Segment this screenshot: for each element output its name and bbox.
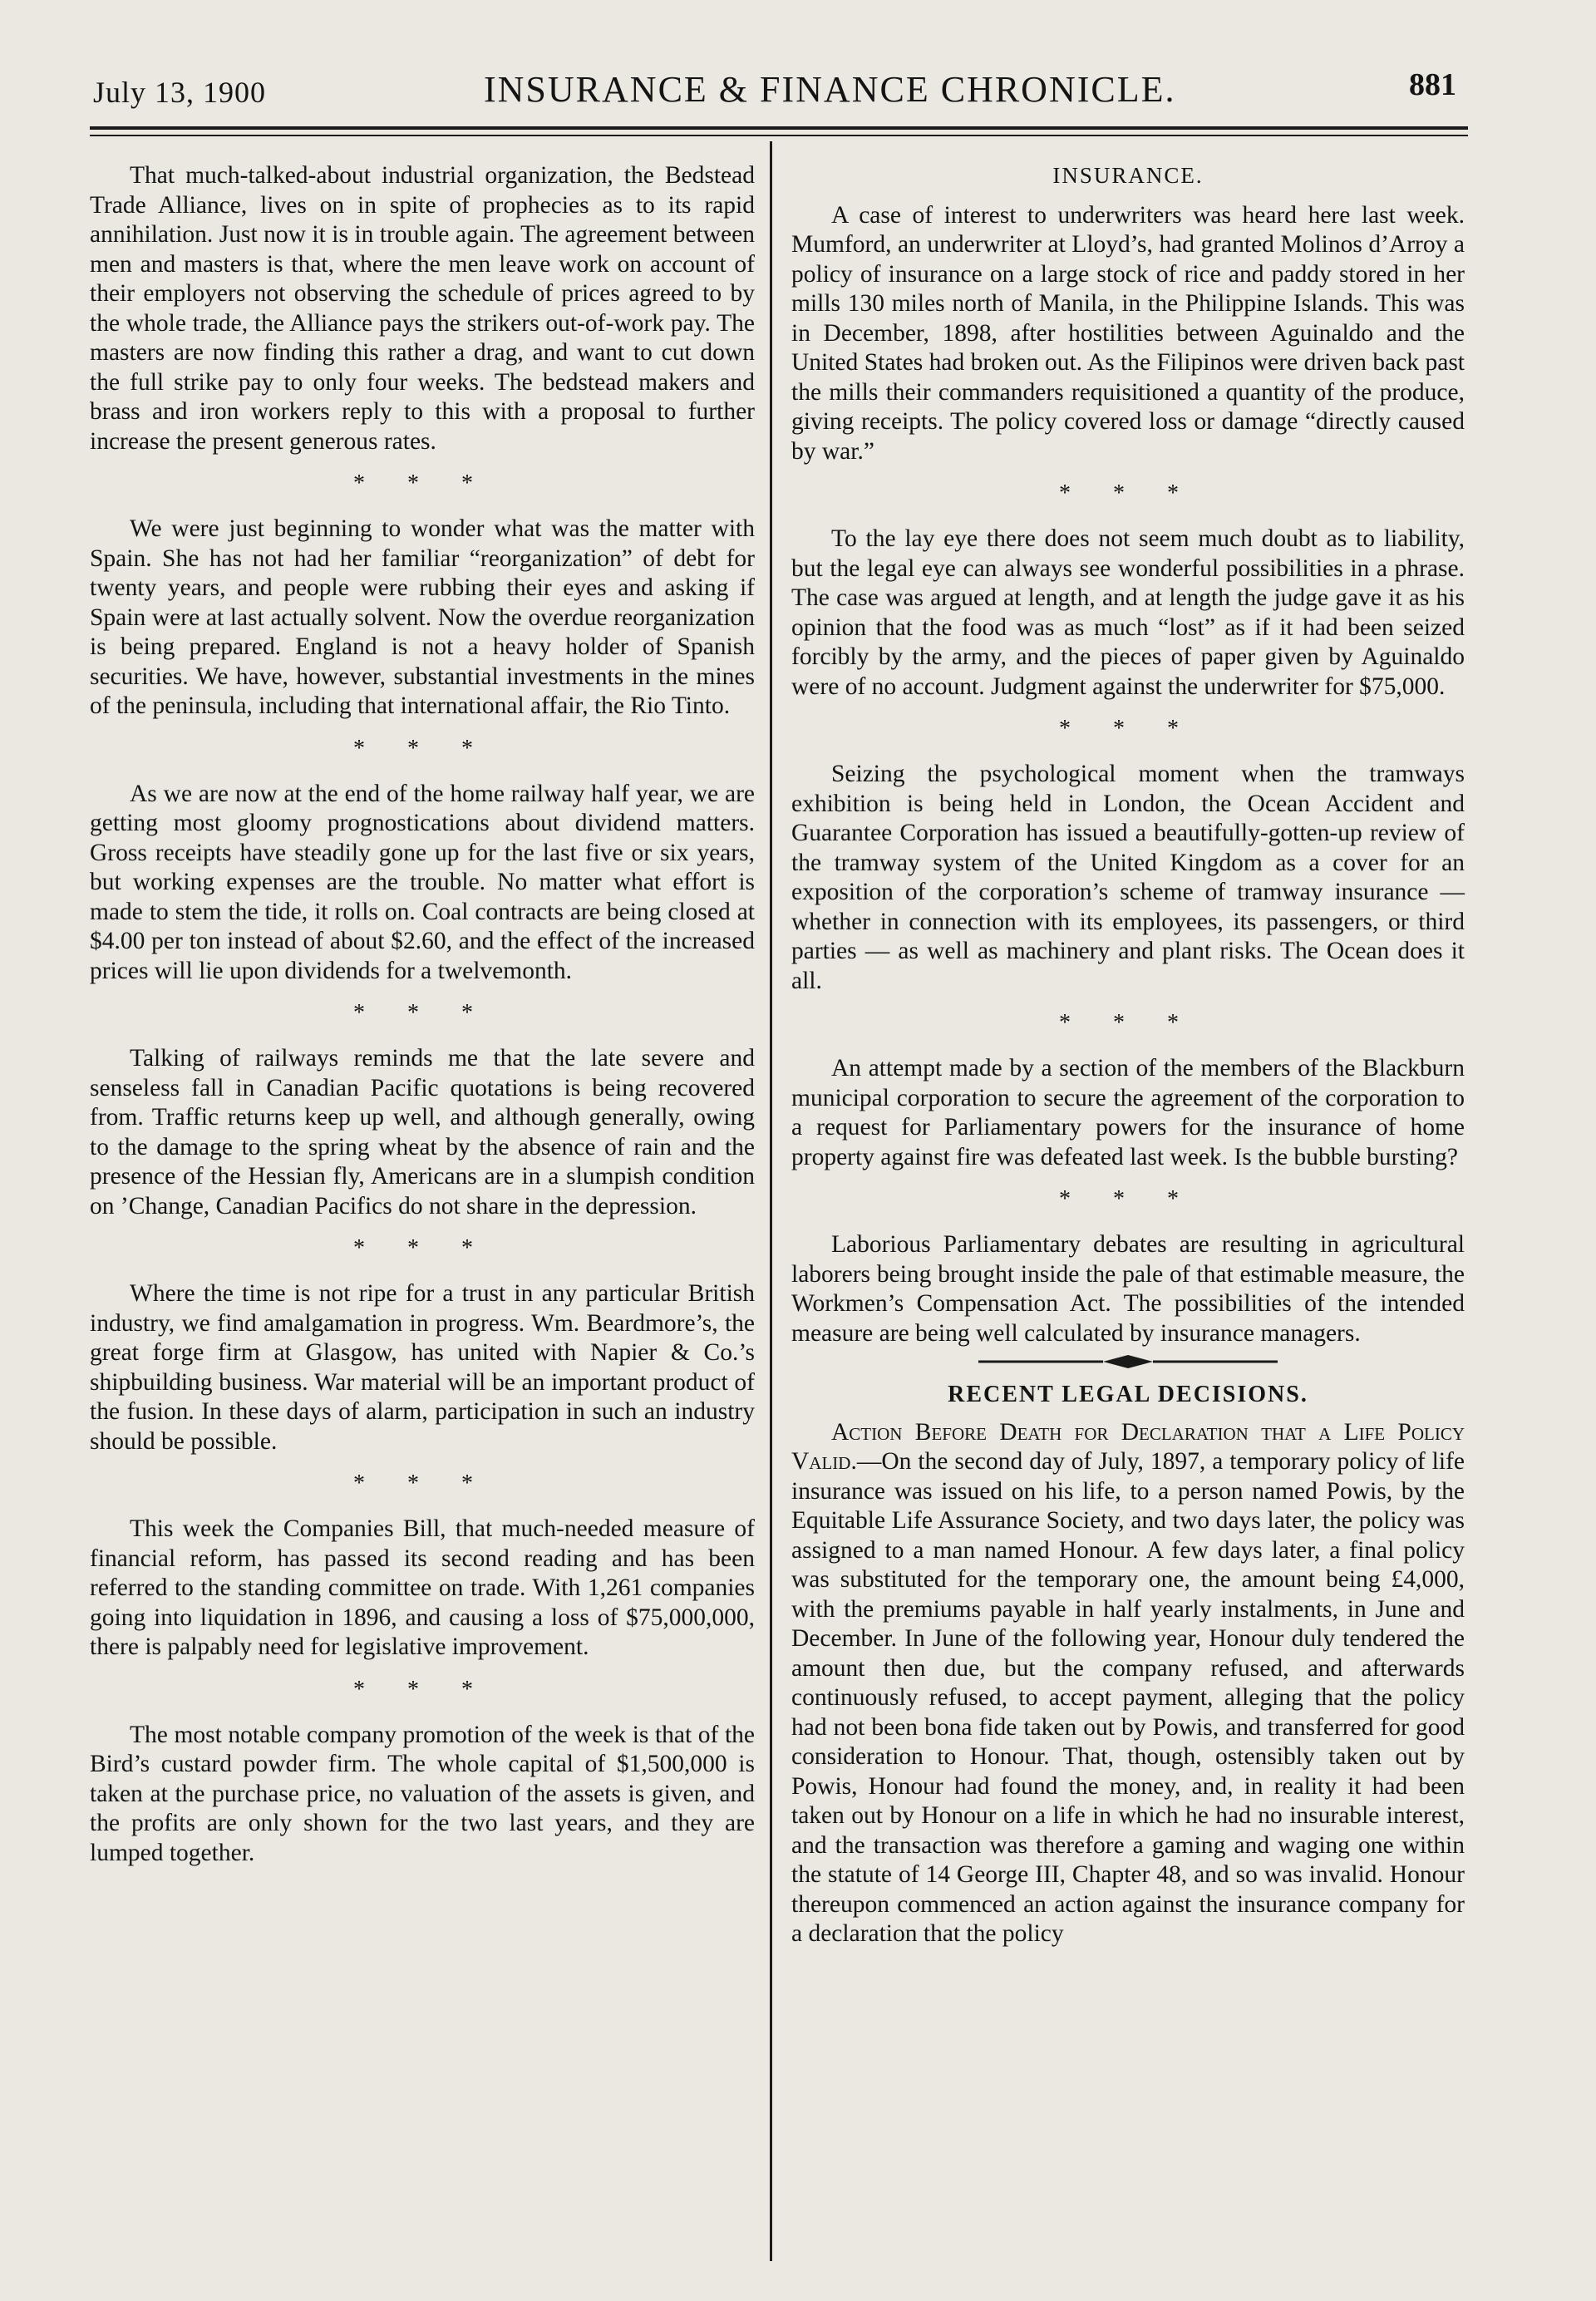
separator-stars: * * * <box>353 735 491 761</box>
issue-date: July 13, 1900 <box>93 76 267 109</box>
separator-stars: * * * <box>353 1676 491 1702</box>
separator-stars: * * * <box>353 1000 491 1026</box>
article-paragraph: The most notable company promotion of the week is that of the Bird’s custard powder firm. The whole capital of $1,500,000 is taken at the purchase price, no valuation of the assets is given, and the profits are only shown for the two last years, and they are lumped together. <box>90 1721 755 1866</box>
article-paragraph: That much-talked-about industrial organization, the Bedstead Trade Alliance, lives on in spite of prophecies as to its rapid annihilation. Just now it is in trouble again. The agreement between men and masters is that, where the men leave work on account of their employers not observing the schedule of prices agreed to by the whole trade, the Alliance pays the strikers out-of-work pay. The masters are now finding this rather a drag, and want to cut down the full strike pay to only four weeks. The bedstead makers and brass and iron workers reply to this with a proposal to further increase the present generous rates. <box>90 162 755 455</box>
article-paragraph: An attempt made by a section of the members of the Blackburn municipal corporation to secure the agreement of the corporation to a request for Parliamentary powers for the insurance of home property against fire was defeated last week. Is the bubble bursting? <box>791 1055 1465 1170</box>
article-paragraph: Seizing the psychological moment when the tramways exhibition is being held in London, the Ocean Accident and Guarantee Corporation has issued a beautifully-gotten-up review of the tramway system of the United Kingdom as a cover for an exposition of the corporation’s scheme of tramway insurance — whether in connection with its employees, its passengers, or third parties — as well as machinery and plant risks. The Ocean does it all. <box>791 761 1465 994</box>
article-paragraph: As we are now at the end of the home railway half year, we are getting most gloomy prognostications about dividend matters. Gross receipts have steadily gone up for the last five or six years, but working expenses are the trouble. No matter what effort is made to stem the tide, it rolls on. Coal contracts are being closed at $4.00 per ton instead of about $2.60, and the effect of the increased prices will lie upon dividends for a twelvemonth. <box>90 780 755 984</box>
section-title-insurance: INSURANCE. <box>1052 163 1204 188</box>
separator-stars: * * * <box>1059 480 1197 506</box>
left-column <box>90 161 755 1868</box>
article-paragraph: A case of interest to underwriters was heard here last week. Mumford, an underwriter at Lloyd’s, had granted Molinos d’Arroy a policy of insurance on a large stock of rice and paddy stored in her mills 130 miles north of Manila, in the Philippine Islands. This was in December, 1898, after hostilities between Aguinaldo and the United States had broken out. As the Filipinos were driven back past the mills their commanders requisitioned a quantity of the produce, giving receipts. The policy covered loss or damage “directly caused by war.” <box>791 201 1465 465</box>
section-title-legal-decisions: RECENT LEGAL DECISIONS. <box>948 1382 1308 1407</box>
article-paragraph: To the lay eye there does not seem much doubt as to liability, but the legal eye can always see wonderful possibilities in a phrase. The case was argued at length, and at length the judge gave it as his opinion that the food was as much “lost” as if it had been seized forcibly by the army, and the pieces of paper given by Aguinaldo were of no account. Judgment against the underwriter for $75,000. <box>791 525 1465 700</box>
separator-stars: * * * <box>353 1235 491 1261</box>
right-column <box>791 161 1465 1949</box>
header-rule-thin <box>90 135 1468 136</box>
legal-case-heading: Action Before Death for Declaration that a Life Policy Valid. <box>791 1418 1465 1475</box>
article-paragraph: Talking of railways reminds me that the late severe and senseless fall in Canadian Pacific quotations is being recovered from. Traffic returns keep up well, and although generally, owing to the damage to the spring wheat by the absence of rain and the presence of the Hessian fly, Americans are in a slumpish condition on ’Change, Canadian Pacifics do not share in the depression. <box>90 1045 755 1219</box>
page-header <box>93 67 1456 121</box>
publication-title: INSURANCE & FINANCE CHRONICLE. <box>484 69 1176 110</box>
separator-stars: * * * <box>353 1471 491 1496</box>
header-rule <box>90 126 1468 130</box>
article-paragraph: Laborious Parliamentary debates are resulting in agricultural laborers being brought inside the pale of that estimable measure, the Workmen’s Compensation Act. The possibilities of the intended measure are being well calculated by insurance managers. <box>791 1231 1465 1347</box>
separator-stars: * * * <box>1059 1010 1197 1036</box>
article-paragraph: We were just beginning to wonder what was the matter with Spain. She has not had her familiar “reorganization” of debt for twenty years, and people were rubbing their eyes and asking if Spain were at last actually solvent. Now the overdue reorganization is being prepared. England is not a heavy holder of Spanish securities. We have, however, substantial investments in the mines of the peninsula, including that international affair, the Rio Tinto. <box>90 515 755 719</box>
article-paragraph: Where the time is not ripe for a trust in any particular British industry, we find amalgamation in progress. Wm. Beardmore’s, the great forge firm at Glasgow, has united with Napier & Co.’s shipbuilding business. War material will be an important product of the fusion. In these days of alarm, participation in such an industry should be possible. <box>90 1280 755 1455</box>
legal-case-text: —On the second day of July, 1897, a temporary policy of life insurance was issued on his life, to a person named Powis, by the Equitable Life Assurance Society, and two days later, the policy was assigned to a man named Honour. A few days later, a final policy was substituted for the temporary one, the amount being £4,000, with the premiums payable in half yearly instalments, in June and December. In June of the following year, Honour duly tendered the amount then due, but the company refused, and afterwards continuously refused, to accept payment, alleging that the policy had not been bona fide taken out by Powis, and transferred for good consideration to Honour. That, though, ostensibly taken out by Powis, Honour had found the money, and, in reality it had been taken out by Honour on a life in which he had no insurable interest, and the transaction was therefore a gaming and waging one within the statute of 14 George III, Chapter 48, and so was invalid. Honour thereupon commenced an action against the insurance company for a declaration that the policy <box>791 1448 1465 1947</box>
column-divider <box>770 141 772 2261</box>
legal-decision-paragraph <box>791 1418 1465 1949</box>
article-paragraph: This week the Companies Bill, that much-needed measure of financial reform, has passed its second reading and has been referred to the standing committee on trade. With 1,261 companies going into liquidation in 1896, and causing a loss of $75,000,000, there is palpably need for legislative improvement. <box>90 1515 755 1660</box>
separator-stars: * * * <box>1059 1186 1197 1212</box>
separator-stars: * * * <box>1059 716 1197 742</box>
ornamental-rule <box>978 1355 1278 1368</box>
page-number: 881 <box>1409 67 1456 102</box>
separator-stars: * * * <box>353 471 491 496</box>
